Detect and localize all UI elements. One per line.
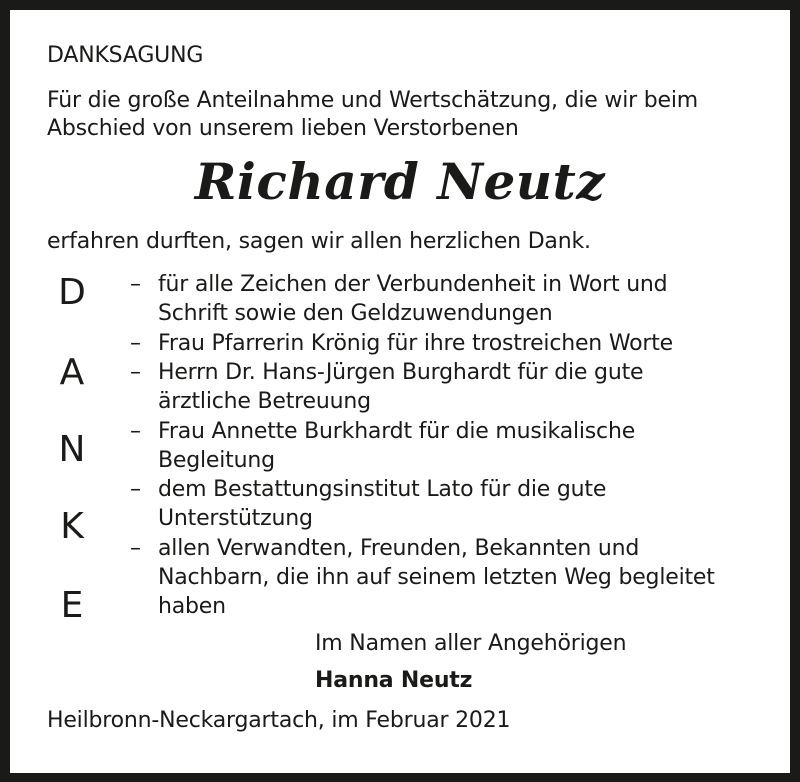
after-name-text: erfahren durften, sagen wir allen herzlichen Dank. <box>47 229 591 254</box>
heading: DANKSAGUNG <box>47 43 204 68</box>
danke-letter: K <box>60 506 84 547</box>
list-item-line: allen Verwandten, Freunden, Bekannten und <box>158 535 640 561</box>
list-item-line: haben <box>158 594 226 620</box>
intro-line: Abschied von unserem lieben Verstorbenen <box>47 116 519 141</box>
list-item-line: für alle Zeichen der Verbundenheit in Wort und <box>158 272 668 297</box>
list-item-line: Nachbarn, die ihn auf seinem letzten Weg begleitet <box>158 565 715 590</box>
list-item-line: Begleitung <box>158 447 275 473</box>
danke-letter: N <box>58 429 86 470</box>
list-item-line: Herrn Dr. Hans-Jürgen Burghardt für die gute <box>158 359 644 385</box>
list-dash: – <box>130 272 141 297</box>
danke-letter: A <box>59 352 85 393</box>
intro-line: Für die große Anteilnahme und Wertschätzung, die wir beim <box>47 88 699 113</box>
deceased-name: Richard Neutz <box>194 152 606 211</box>
list-item-line: Schrift sowie den Geldzuwendungen <box>158 301 553 327</box>
list-item-line: Unterstützung <box>158 506 313 532</box>
list-dash: – <box>130 535 141 561</box>
place-date: Heilbronn-Neckargartach, im Februar 2021 <box>47 708 511 733</box>
list-item-line: Frau Pfarrerin Krönig für ihre trostreichen Worte <box>158 330 673 356</box>
signature-intro: Im Namen aller Angehörigen <box>315 631 627 656</box>
list-dash: – <box>130 418 141 444</box>
list-item-line: ärztliche Betreuung <box>158 389 371 415</box>
list-dash: – <box>130 477 141 503</box>
list-dash: – <box>130 330 141 356</box>
danke-letter: E <box>60 585 84 626</box>
list-item-line: Frau Annette Burkhardt für die musikalische <box>158 418 636 444</box>
signature-name: Hanna Neutz <box>315 668 473 693</box>
danke-letter: D <box>58 272 86 313</box>
list-item-line: dem Bestattungsinstitut Lato für die gute <box>158 477 607 503</box>
list-dash: – <box>130 359 141 385</box>
